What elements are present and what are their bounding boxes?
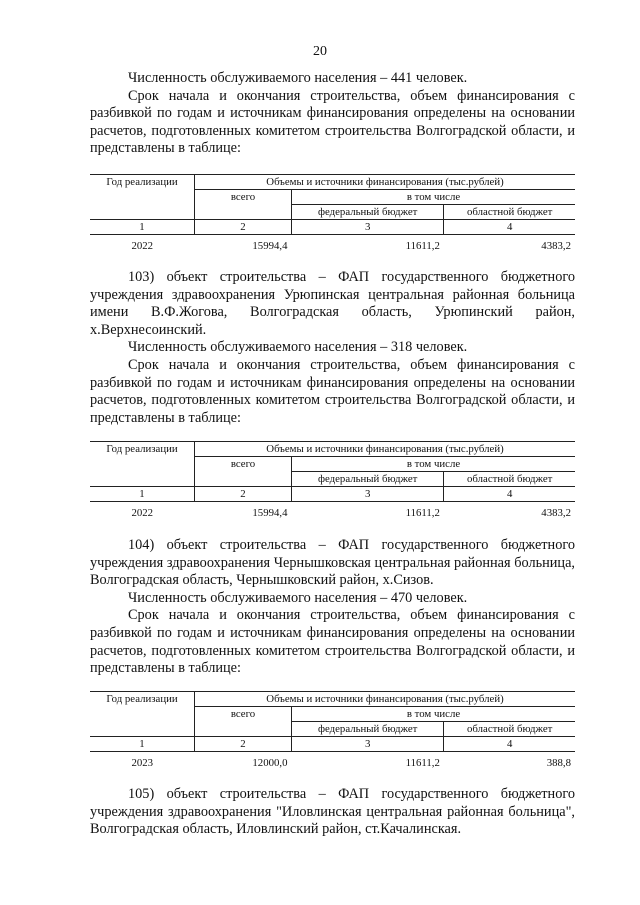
col-number: 3 bbox=[292, 487, 444, 502]
header-total: всего bbox=[195, 707, 292, 737]
cell-regional: 4383,2 bbox=[541, 240, 571, 252]
population-paragraph: Численность обслуживаемого населения – 318 человек. bbox=[128, 339, 468, 356]
schedule-paragraph: Срок начала и окончания строительства, объем финансирования с разбивкой по годам и источникам финансирования определены на основании расчетов, подготовленных комитетом строительства Волгоградской области, и представлены в таблице: bbox=[90, 356, 575, 426]
header-volumes: Объемы и источники финансирования (тыс.рублей) bbox=[195, 442, 576, 457]
section-102-tail bbox=[90, 70, 575, 158]
cell-year: 2022 bbox=[131, 240, 154, 252]
header-regional: областной бюджет bbox=[444, 722, 575, 737]
cell-regional: 388,8 bbox=[546, 757, 571, 769]
col-number: 1 bbox=[90, 487, 195, 502]
header-year: Год реализации bbox=[90, 175, 195, 220]
header-year: Год реализации bbox=[90, 442, 195, 487]
header-volumes: Объемы и источники финансирования (тыс.рублей) bbox=[195, 692, 576, 707]
section-105 bbox=[90, 786, 575, 839]
header-total: всего bbox=[195, 457, 292, 487]
cell-year: 2023 bbox=[131, 757, 154, 769]
cell-year: 2022 bbox=[131, 507, 154, 519]
population-paragraph: Численность обслуживаемого населения – 470 человек. bbox=[128, 589, 468, 606]
col-number: 4 bbox=[444, 220, 575, 235]
col-number: 1 bbox=[90, 220, 195, 235]
financing-table-2 bbox=[90, 441, 575, 520]
header-regional: областной бюджет bbox=[444, 205, 575, 220]
col-number: 4 bbox=[444, 487, 575, 502]
cell-total: 15994,4 bbox=[252, 240, 288, 252]
col-number: 3 bbox=[292, 220, 444, 235]
section-104 bbox=[90, 537, 575, 678]
col-number: 4 bbox=[444, 737, 575, 752]
header-including: в том числе bbox=[292, 707, 576, 722]
header-year: Год реализации bbox=[90, 692, 195, 737]
col-number: 3 bbox=[292, 737, 444, 752]
cell-total: 15994,4 bbox=[252, 507, 288, 519]
header-total: всего bbox=[195, 190, 292, 220]
header-federal: федеральный бюджет bbox=[292, 472, 444, 487]
cell-federal: 11611,2 bbox=[405, 757, 440, 769]
header-federal: федеральный бюджет bbox=[292, 205, 444, 220]
table-row bbox=[90, 502, 575, 521]
cell-federal: 11611,2 bbox=[405, 240, 440, 252]
schedule-paragraph: Срок начала и окончания строительства, объем финансирования с разбивкой по годам и источникам финансирования определены на основании расчетов, подготовленных комитетом строительства Волгоградской области, и представлены в таблице: bbox=[90, 607, 575, 677]
header-including: в том числе bbox=[292, 190, 576, 205]
header-federal: федеральный бюджет bbox=[292, 722, 444, 737]
col-number: 1 bbox=[90, 737, 195, 752]
col-number: 2 bbox=[195, 737, 292, 752]
cell-federal: 11611,2 bbox=[405, 507, 440, 519]
object-paragraph: 105) объект строительства – ФАП государственного бюджетного учреждения здравоохранения "Иловлинская центральная районная больница", Волгоградская область, Иловлинский район, ст.Качалинская. bbox=[90, 786, 575, 838]
header-regional: областной бюджет bbox=[444, 472, 575, 487]
object-paragraph: 104) объект строительства – ФАП государственного бюджетного учреждения здравоохранения Чернышковская центральная районная больница, Волгоградская область, Чернышковский район, х.Сизов. bbox=[90, 537, 575, 589]
schedule-paragraph: Срок начала и окончания строительства, объем финансирования с разбивкой по годам и источникам финансирования определены на основании расчетов, подготовленных комитетом строительства Волгоградской области, и представлены в таблице: bbox=[90, 87, 575, 157]
header-volumes: Объемы и источники финансирования (тыс.рублей) bbox=[195, 175, 576, 190]
population-paragraph: Численность обслуживаемого населения – 441 человек. bbox=[128, 70, 468, 86]
financing-table-3 bbox=[90, 691, 575, 770]
financing-table-1 bbox=[90, 174, 575, 253]
cell-total: 12000,0 bbox=[252, 757, 288, 769]
col-number: 2 bbox=[195, 220, 292, 235]
object-paragraph: 103) объект строительства – ФАП государственного бюджетного учреждения здравоохранения Урюпинская центральная районная больница имени В.Ф.Жогова, Волгоградская область, Урюпинский район, х.Верхнесоинский. bbox=[90, 269, 575, 338]
col-number: 2 bbox=[195, 487, 292, 502]
page-number: 20 bbox=[313, 44, 327, 59]
section-103 bbox=[90, 269, 575, 427]
header-including: в том числе bbox=[292, 457, 576, 472]
table-row bbox=[90, 235, 575, 254]
cell-regional: 4383,2 bbox=[541, 507, 571, 519]
table-row bbox=[90, 752, 575, 771]
